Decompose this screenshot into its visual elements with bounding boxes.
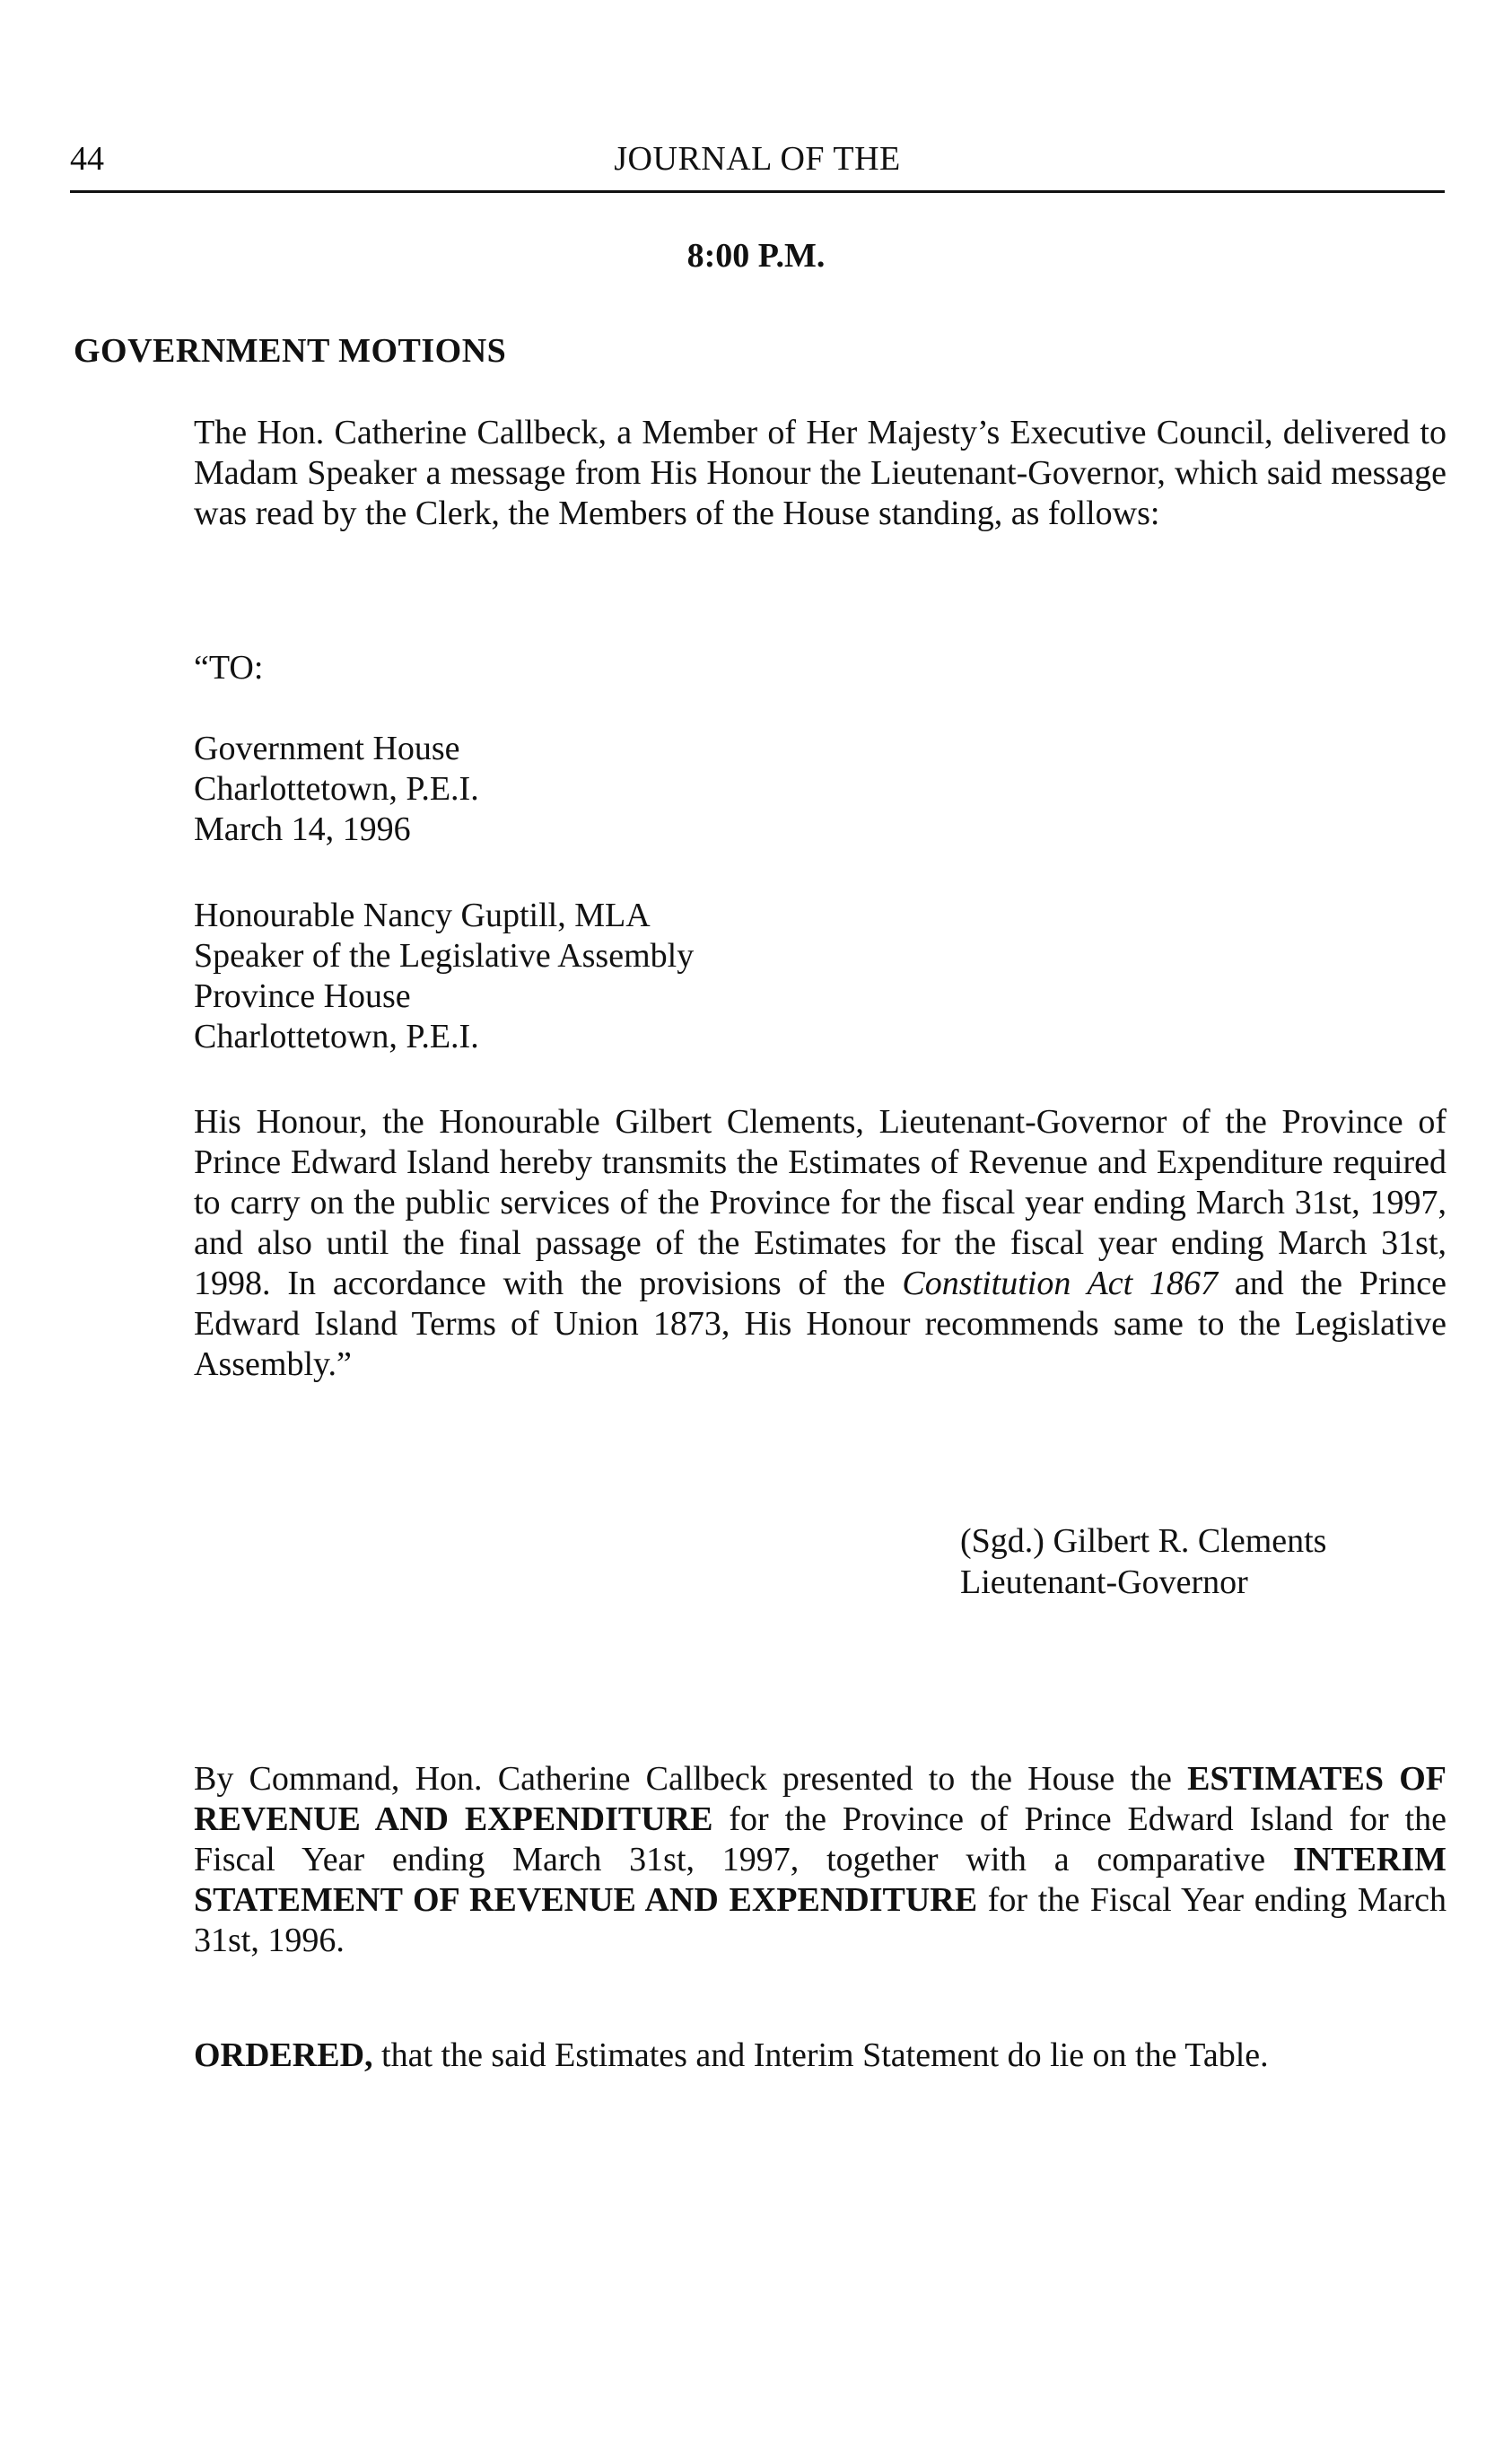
act-title: Constitution Act 1867 <box>902 1265 1219 1302</box>
interim-statement-title: INTERIM STATEMENT OF REVENUE AND EXPENDITURE <box>194 1841 1446 1919</box>
message-text: His Honour, the Honourable Gilbert Clements, Lieutenant-Governor of the Province of Prince Edward Island hereby transmits the Estimates of Revenue and Expenditure required to carry on the public services of the Province for the fiscal year ending March 31st, 1997, and also until the final passage of the Estimates for the fiscal year ending March 31st, 1998. In accordance with the provisions of the <box>194 1103 1446 1302</box>
message-text-end: and the Prince Edward Island Terms of Union 1873, His Honour recommends same to the Legislative Assembly.” <box>194 1265 1446 1383</box>
section-heading: GOVERNMENT MOTIONS <box>74 332 507 370</box>
ordered-label: ORDERED, <box>194 2036 373 2074</box>
ordered-paragraph <box>194 2036 1446 2076</box>
recipient-address <box>194 896 1446 1057</box>
time-heading: 8:00 P.M. <box>686 237 826 275</box>
signature-title: Lieutenant-Governor <box>960 1563 1248 1601</box>
sender-address <box>194 729 1446 850</box>
sender-address-date: March 14, 1996 <box>194 810 411 848</box>
salutation: “TO: <box>194 649 264 687</box>
signature-name: (Sgd.) Gilbert R. Clements <box>960 1522 1327 1560</box>
recipient-address-line: Charlottetown, P.E.I. <box>194 1018 479 1055</box>
recipient-address-line: Honourable Nancy Guptill, MLA <box>194 897 651 934</box>
command-text: for the Province of Prince Edward Island for the Fiscal Year ending March 31st, 1997, together with a comparative <box>194 1800 1446 1878</box>
recipient-address-line: Province House <box>194 977 411 1015</box>
command-paragraph <box>194 1759 1446 1961</box>
page-number: 44 <box>70 140 104 178</box>
intro-paragraph: The Hon. Catherine Callbeck, a Member of Her Majesty’s Executive Council, delivered to Madam Speaker a message from His Honour the Lieutenant-Governor, which said message was read by the Clerk, the Members of the House standing, as follows: <box>194 414 1446 532</box>
sender-address-line: Charlottetown, P.E.I. <box>194 770 479 808</box>
ordered-text: that the said Estimates and Interim Statement do lie on the Table. <box>372 2036 1269 2074</box>
page-header <box>70 138 1445 193</box>
command-text-end: for the Fiscal Year ending March 31st, 1996. <box>194 1881 1446 1959</box>
running-head: JOURNAL OF THE <box>614 140 901 178</box>
signature-block <box>960 1520 1326 1603</box>
recipient-address-line: Speaker of the Legislative Assembly <box>194 937 695 975</box>
command-text: By Command, Hon. Catherine Callbeck presented to the House the <box>194 1760 1188 1798</box>
estimates-title: ESTIMATES OF REVENUE AND EXPENDITURE <box>194 1760 1446 1838</box>
message-paragraph <box>194 1102 1446 1385</box>
sender-address-line: Government House <box>194 730 460 767</box>
